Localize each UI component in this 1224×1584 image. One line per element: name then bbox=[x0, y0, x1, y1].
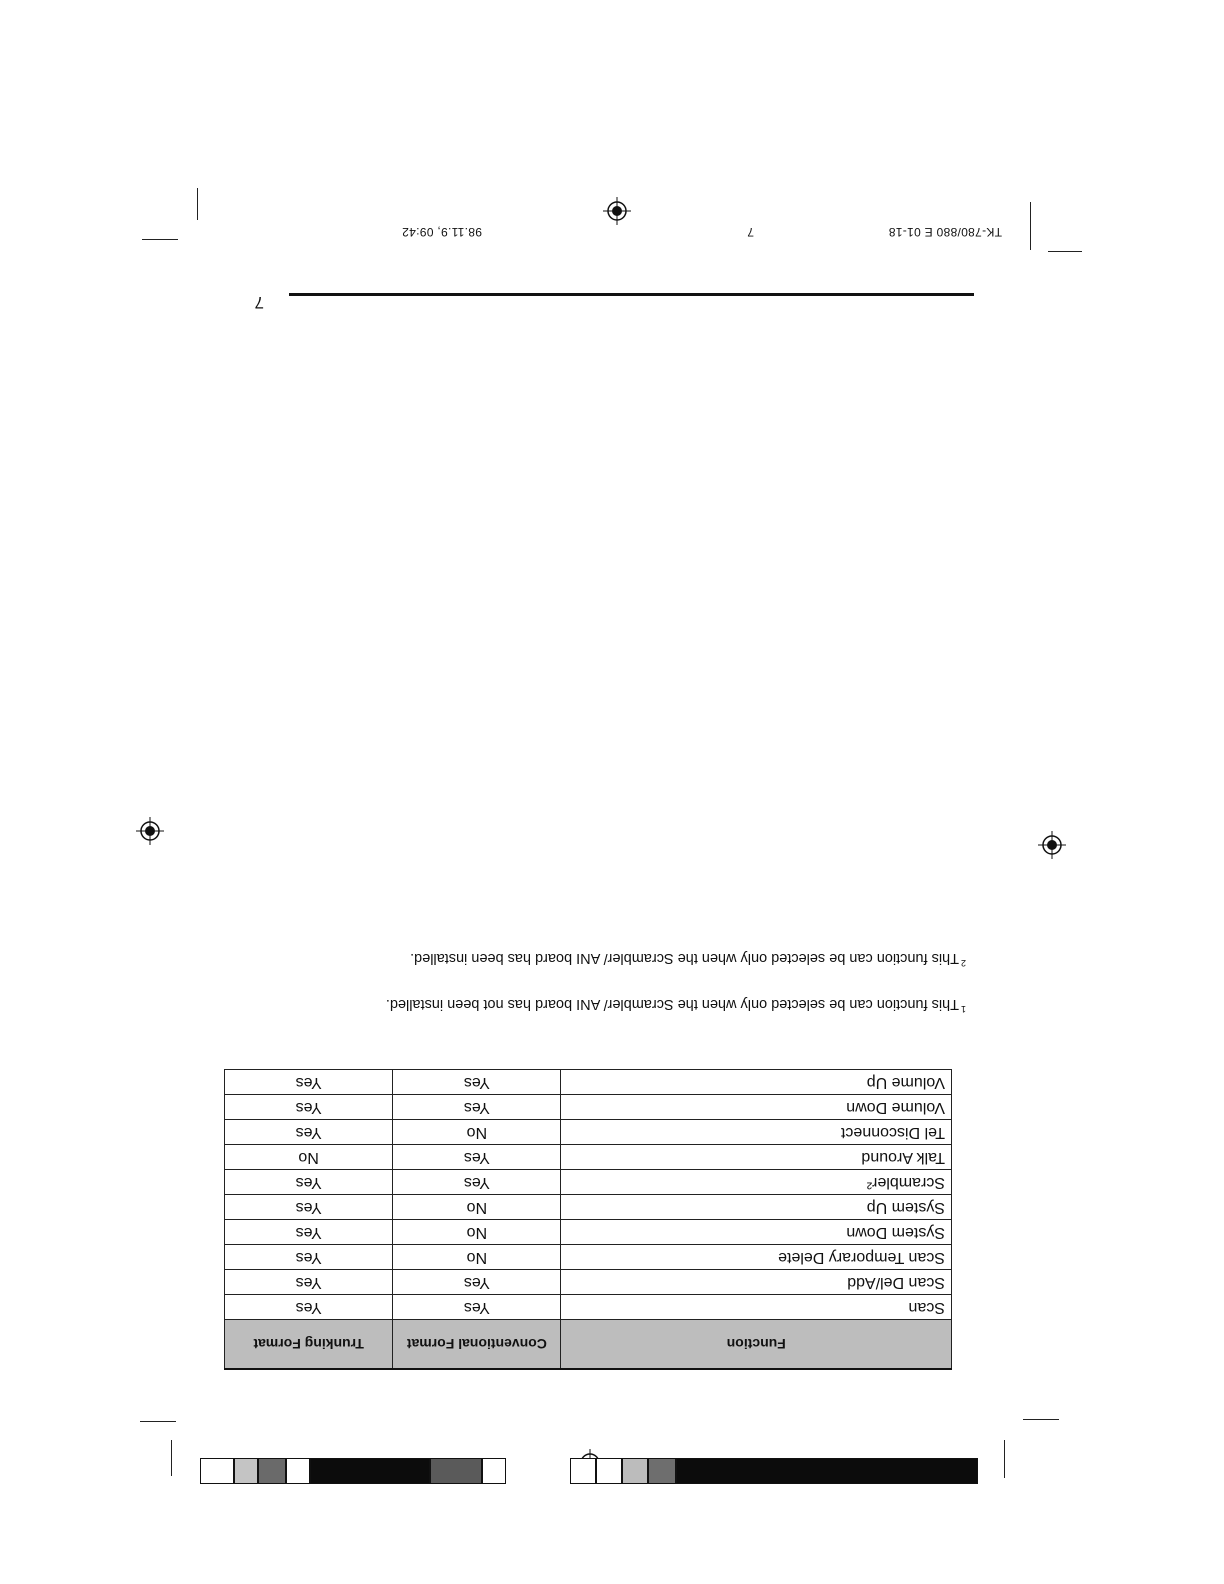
table-row bbox=[225, 1145, 952, 1170]
cell-function: Scan Temporary Delete bbox=[561, 1245, 952, 1270]
calibration-swatch bbox=[258, 1458, 286, 1484]
cell-function: Talk Around bbox=[561, 1145, 952, 1170]
cell-function: Tel Disconnect bbox=[561, 1120, 952, 1145]
calibration-swatch bbox=[676, 1458, 978, 1484]
cell-trunking: Yes bbox=[225, 1245, 393, 1270]
registration-mark-icon bbox=[1038, 831, 1066, 859]
cell-conventional: Yes bbox=[393, 1295, 561, 1320]
registration-mark-icon bbox=[136, 817, 164, 845]
cell-trunking: No bbox=[225, 1145, 393, 1170]
calibration-swatch bbox=[482, 1458, 506, 1484]
page-folio: 7 bbox=[254, 293, 264, 312]
cell-function: Volume Up bbox=[561, 1070, 952, 1095]
crop-mark bbox=[171, 1440, 172, 1476]
slug-timestamp: 98.11.9, 09:42 bbox=[401, 225, 482, 239]
table-row bbox=[225, 1220, 952, 1245]
cell-trunking: Yes bbox=[225, 1295, 393, 1320]
table-row bbox=[225, 1170, 952, 1195]
footnote-1 bbox=[246, 995, 966, 1018]
table-row bbox=[225, 1070, 952, 1095]
header-conventional-format: Conventional Format bbox=[393, 1320, 561, 1370]
cell-trunking: Yes bbox=[225, 1120, 393, 1145]
footnote-2-text: This function can be selected only when the Scrambler/ ANI board has been installed. bbox=[410, 950, 959, 967]
footnote-2 bbox=[246, 949, 966, 972]
function-table bbox=[224, 1069, 952, 1370]
calibration-swatch bbox=[648, 1458, 676, 1484]
cell-conventional: No bbox=[393, 1245, 561, 1270]
crop-mark bbox=[1030, 202, 1031, 250]
table-row bbox=[225, 1195, 952, 1220]
cell-function: Scan Del/Add bbox=[561, 1270, 952, 1295]
footnote-1-marker: 1 bbox=[960, 1004, 966, 1014]
calibration-swatch bbox=[622, 1458, 648, 1484]
cell-function: Volume Down bbox=[561, 1095, 952, 1120]
cell-trunking: Yes bbox=[225, 1095, 393, 1120]
crop-mark bbox=[140, 1421, 176, 1422]
cell-conventional: Yes bbox=[393, 1095, 561, 1120]
cell-conventional: Yes bbox=[393, 1145, 561, 1170]
color-calibration-bar-right bbox=[200, 1458, 506, 1484]
calibration-swatch bbox=[596, 1458, 622, 1484]
table-row bbox=[225, 1095, 952, 1120]
cell-conventional: No bbox=[393, 1220, 561, 1245]
crop-mark bbox=[1004, 1440, 1005, 1478]
calibration-swatch bbox=[234, 1458, 258, 1484]
page-rule bbox=[289, 293, 974, 296]
calibration-swatch bbox=[430, 1458, 482, 1484]
cell-function: Scrambler² bbox=[561, 1170, 952, 1195]
table-row bbox=[225, 1120, 952, 1145]
table-row bbox=[225, 1295, 952, 1320]
calibration-swatch bbox=[200, 1458, 234, 1484]
calibration-swatch bbox=[310, 1458, 430, 1484]
cell-conventional: No bbox=[393, 1120, 561, 1145]
calibration-swatch bbox=[570, 1458, 596, 1484]
cell-conventional: Yes bbox=[393, 1270, 561, 1295]
cell-trunking: Yes bbox=[225, 1170, 393, 1195]
cell-function: System Down bbox=[561, 1220, 952, 1245]
slug-model-code: TK-780/880 E 01-18 bbox=[888, 225, 1002, 239]
footnote-2-marker: 2 bbox=[960, 958, 966, 968]
cell-function: System Up bbox=[561, 1195, 952, 1220]
slug-page-number: 7 bbox=[747, 225, 754, 239]
table-row bbox=[225, 1270, 952, 1295]
crop-mark bbox=[142, 239, 178, 240]
crop-mark bbox=[1048, 251, 1082, 252]
cell-conventional: No bbox=[393, 1195, 561, 1220]
cell-function: Scan bbox=[561, 1295, 952, 1320]
table-header-row bbox=[225, 1320, 952, 1370]
cell-trunking: Yes bbox=[225, 1220, 393, 1245]
header-trunking-format: Trunking Format bbox=[225, 1320, 393, 1370]
cell-trunking: Yes bbox=[225, 1070, 393, 1095]
registration-mark-icon bbox=[603, 197, 631, 225]
footnote-1-text: This function can be selected only when the Scrambler/ ANI board has not been installed. bbox=[385, 996, 959, 1013]
cell-trunking: Yes bbox=[225, 1195, 393, 1220]
crop-mark bbox=[197, 188, 198, 220]
color-calibration-bar-left bbox=[570, 1458, 978, 1484]
cell-conventional: Yes bbox=[393, 1170, 561, 1195]
header-function: Function bbox=[561, 1320, 952, 1370]
cell-trunking: Yes bbox=[225, 1270, 393, 1295]
calibration-swatch bbox=[286, 1458, 310, 1484]
crop-mark bbox=[1023, 1419, 1059, 1420]
table-row bbox=[225, 1245, 952, 1270]
cell-conventional: Yes bbox=[393, 1070, 561, 1095]
